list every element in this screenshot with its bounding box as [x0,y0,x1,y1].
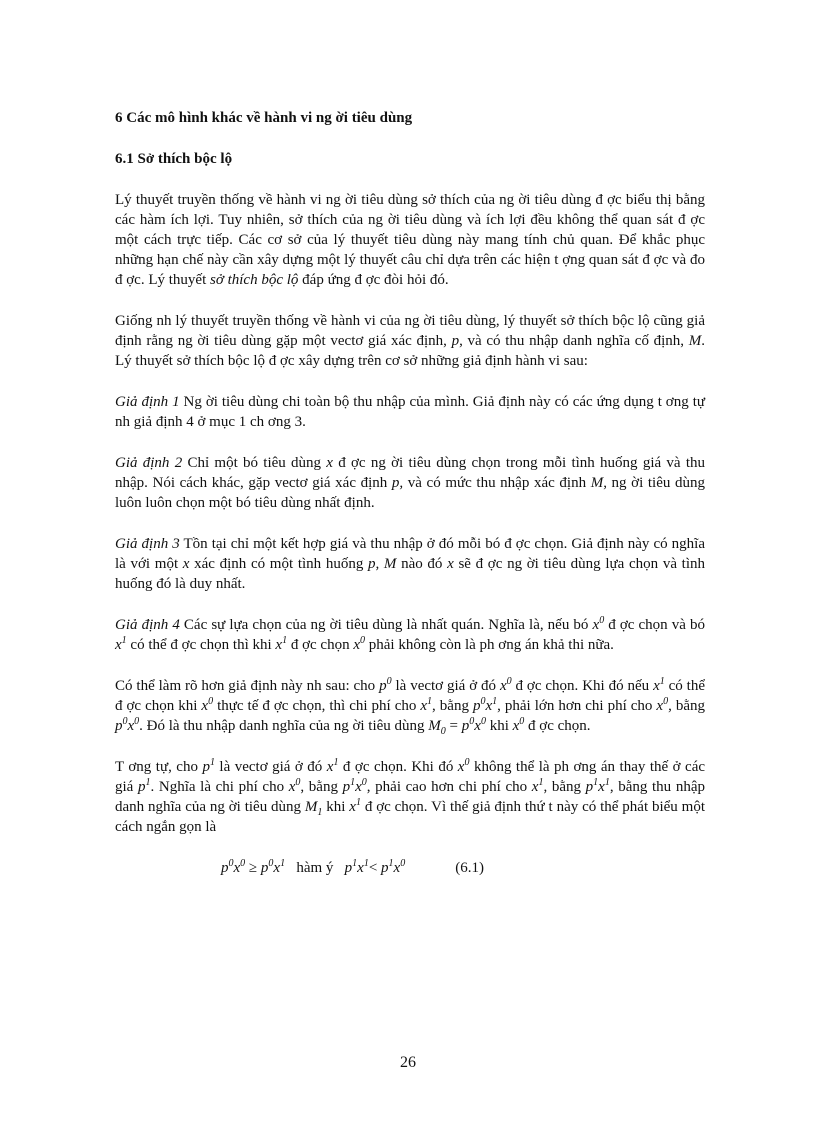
assumption-4: Giả định 4 Các sự lựa chọn của ng ời tiêu dùng là nhất quán. Nghĩa là, nếu bó $x^0$ đ ợc chọn và bó $x^1$ có thể đ ợc chọn thì khi $x^1$ đ ợc chọn $x^0$ phải không còn là ph ơng án khả thi nữa. [115,615,706,653]
assumption-2: Giả định 2 Chỉ một bó tiêu dùng x đ ợc ng ời tiêu dùng chọn trong mỗi tình huống giá và thu nhập. Nói cách khác, gặp vectơ giá xác định p, và có mức thu nhập xác định M, ng ời tiêu dùng luôn luôn chọn một bó tiêu dùng nhất định. [115,455,706,511]
assumption-3: Giả định 3 Tồn tại chỉ một kết hợp giá và thu nhập ở đó mỗi bó đ ợc chọn. Giả định này có nghĩa là với một x xác định có một tình huống p, M nào đó x sẽ đ ợc ng ời tiêu dùng lựa chọn và tình huống đó là duy nhất. [115,536,705,592]
equation-6-1: $p^0x^0 \ge p^0x^1$ hàm ý $p^1x^1< p^1x^0$ (6.1) [221,858,484,876]
paragraph-explanation: Có thể làm rõ hơn giả định này nh sau: cho $p^0$ là vectơ giá ở đó $x^0$ đ ợc chọn. Khi đó nếu $x^1$ có thể đ ợc chọn khi $x^0$ thực tế đ ợc chọn, thì chi phí cho $x^1$, bằng $p^0x^1$, phải lớn hơn chi phí cho $x^0$, bằng $p^0x^0$. Đó là thu nhập danh nghĩa của ng ời tiêu dùng $M_0 = p^0x^0$ khi $x^0$ đ ợc chọn. [115,676,706,737]
paragraph-assumptions-intro: Giống nh lý thuyết truyền thống về hành vi của ng ời tiêu dùng, lý thuyết sở thích bộc lộ cũng giả định rằng ng ời tiêu dùng gặp một vectơ giá xác định, p, và có thu nhập danh nghĩa cố định, M. Lý thuyết sở thích bộc lộ đ ợc xây dựng trên cơ sở những giả định hành vi sau: [115,313,705,369]
paragraph-intro: Lý thuyết truyền thống về hành vi ng ời tiêu dùng sở thích của ng ời tiêu dùng đ ợc biểu thị bằng các hàm ích lợi. Tuy nhiên, sở thích của ng ời tiêu dùng và ích lợi đều không thể quan sát đ ợc một cách trực tiếp. Các cơ sở của lý thuyết tiêu dùng này mang tính chủ quan. Để khắc phục những hạn chế này cần xây dựng một lý thuyết câu chỉ dựa trên các hiện t ợng quan sát đ ợc và đo đ ợc. Lý thuyết sở thích bộc lộ đáp ứng đ ợc đòi hỏi đó. [115,192,705,288]
paragraph-similarly: T ơng tự, cho $p^1$ là vectơ giá ở đó $x^1$ đ ợc chọn. Khi đó $x^0$ không thể là ph ơng án thay thế ở các giá $p^1$. Nghĩa là chi phí cho $x^0$, bằng $p^1x^0$, phải cao hơn chi phí cho $x^1$, bằng $p^1x^1$, bằng thu nhập danh nghĩa của ng ời tiêu dùng $M_1$ khi $x^1$ đ ợc chọn. Vì thế giả định thứ t này có thể phát biểu một cách ngắn gọn là [115,757,706,835]
section-title: 6 Các mô hình khác về hành vi ng ời tiêu dùng [115,110,413,126]
assumption-1: Giả định 1 Ng ời tiêu dùng chi toàn bộ thu nhập của mình. Giả định này có các ứng dụng t ơng tự nh giả định 4 ở mục 1 ch ơng 3. [115,394,705,430]
page-body [115,108,705,878]
subsection-title: 6.1 Sở thích bộc lộ [115,151,233,167]
equation-number: (6.1) [455,860,484,876]
page-number: 26 [400,1054,416,1071]
